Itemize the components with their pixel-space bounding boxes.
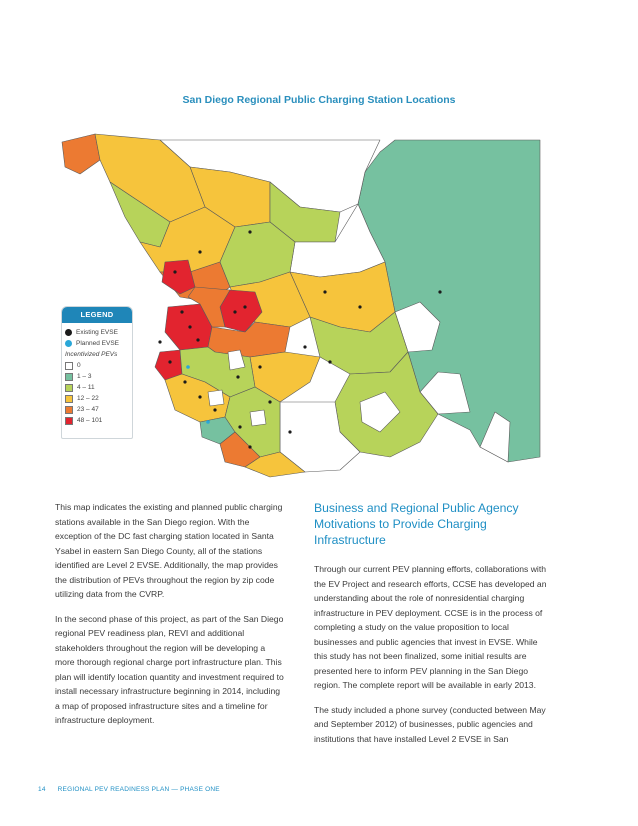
region-coast-orange-nw (62, 134, 100, 174)
existing-evse-marker (158, 340, 161, 343)
swatch-4 (65, 406, 73, 414)
left-column (55, 500, 287, 738)
page-footer (38, 786, 220, 793)
legend-range-3 (62, 393, 132, 404)
left-paragraph-1: This map indicates the existing and planned public charging stations available in the San Diego region. With the exception of the DC fast charging station located in Santa Ysabel in eastern San Diego County, all of the stations identified are Level 2 EVSE. Additionally, the map provides the distribution of PEVs throughout the region by zip code utilizing data from the CVRP. (55, 502, 283, 599)
planned-evse-icon (65, 340, 72, 347)
swatch-5 (65, 417, 73, 425)
legend-existing-label: Existing EVSE (76, 329, 118, 336)
existing-evse-icon (65, 329, 72, 336)
right-paragraph-2: The study included a phone survey (conducted between May and September 2012) of businesses, public agencies and institutions that have installed Level 2 EVSE in San (314, 704, 546, 744)
swatch-2 (65, 384, 73, 392)
map-title: San Diego Regional Public Charging Station Locations (182, 94, 456, 106)
planned-evse-marker (186, 365, 190, 369)
legend-range-label: 1 – 3 (77, 373, 92, 380)
existing-evse-marker (233, 310, 236, 313)
existing-evse-marker (303, 345, 306, 348)
existing-evse-marker (268, 400, 271, 403)
existing-evse-marker (328, 360, 331, 363)
existing-evse-marker (173, 270, 176, 273)
existing-evse-marker (243, 305, 246, 308)
map-legend (61, 306, 133, 439)
legend-range-4 (62, 404, 132, 415)
legend-existing (62, 327, 132, 338)
swatch-0 (65, 362, 73, 370)
left-paragraph-2: In the second phase of this project, as part of the San Diego regional PEV readiness plan, REVI and additional stakeholders throughout the region will be developing a more thorough regional charge port infrastructure plan. This plan will identify location quantity and investment required to install necessary infrastructure beginning in 2014, including a map of proposed infrastructure sites and a timeline for infrastructure deployment. (55, 613, 284, 725)
swatch-1 (65, 373, 73, 381)
existing-evse-marker (198, 395, 201, 398)
existing-evse-marker (213, 408, 216, 411)
legend-range-2 (62, 382, 132, 393)
existing-evse-marker (438, 290, 441, 293)
existing-evse-marker (323, 290, 326, 293)
legend-range-label: 48 – 101 (77, 417, 103, 424)
existing-evse-marker (180, 310, 183, 313)
page-number: 14 (38, 786, 46, 793)
existing-evse-marker (236, 375, 239, 378)
existing-evse-marker (188, 325, 191, 328)
existing-evse-marker (168, 360, 171, 363)
existing-evse-marker (183, 380, 186, 383)
existing-evse-marker (358, 305, 361, 308)
legend-title: LEGEND (62, 307, 132, 323)
existing-evse-marker (248, 230, 251, 233)
existing-evse-marker (238, 425, 241, 428)
right-column (314, 500, 552, 756)
footer-title: REGIONAL PEV READINESS PLAN — PHASE ONE (57, 786, 220, 793)
legend-range-label: 0 (77, 362, 81, 369)
legend-range-5 (62, 415, 132, 426)
existing-evse-marker (248, 445, 251, 448)
region-small-white-2 (250, 410, 266, 426)
region-small-white-1 (208, 390, 224, 406)
legend-subtitle: Incentivized PEVs (65, 351, 118, 358)
legend-planned (62, 338, 132, 349)
legend-range-1 (62, 371, 132, 382)
legend-range-label: 4 – 11 (77, 384, 95, 391)
legend-planned-label: Planned EVSE (76, 340, 120, 347)
existing-evse-marker (198, 250, 201, 253)
existing-evse-marker (196, 338, 199, 341)
right-paragraph-1: Through our current PEV planning efforts, collaborations with the EV Project and research efforts, CCSE has developed an understanding about the role of nonresidential charging infrastructure in PEV deployment. CCSE is in the process of completing a study on the value proposition to local businesses and public agencies that invest in EVSE. While this study has not been finalized, some initial results are presented here to inform PEV planning in the San Diego region. The complete report will be available in early 2013. (314, 564, 547, 690)
swatch-3 (65, 395, 73, 403)
legend-range-label: 23 – 47 (77, 406, 99, 413)
existing-evse-marker (258, 365, 261, 368)
planned-evse-marker (206, 420, 210, 424)
legend-range-label: 12 – 22 (77, 395, 99, 402)
legend-range-0 (62, 360, 132, 371)
section-heading: Business and Regional Public Agency Motivations to Provide Charging Infrastructure (314, 501, 519, 547)
existing-evse-marker (288, 430, 291, 433)
